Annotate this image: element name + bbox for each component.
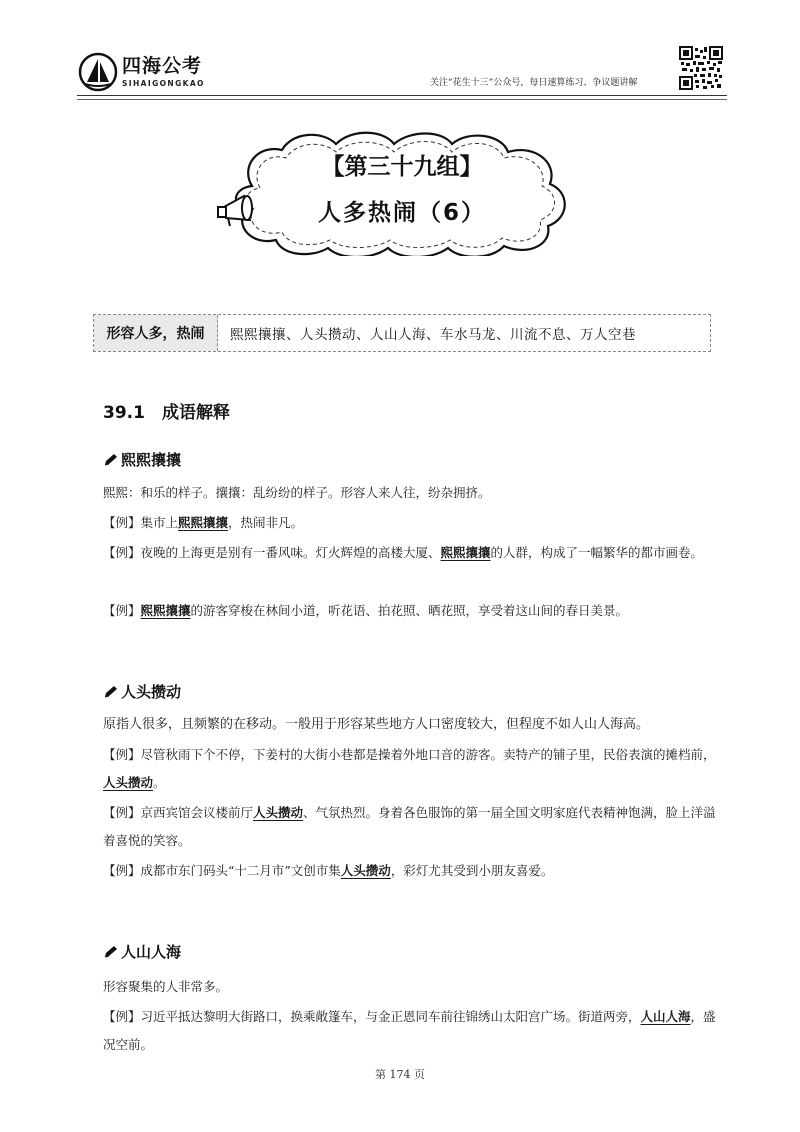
example-sentence: 【例】夜晚的上海更是别有一番风味。灯火辉煌的高楼大厦、熙熙攘攘的人群，构成了一幅繁华的都市画卷。 bbox=[103, 545, 704, 560]
example-sentence: 【例】尽管秋雨下个不停，下姜村的大街小巷都是操着外地口音的游客。卖特产的铺子里，民俗表演的摊档前，人头攒动。 bbox=[103, 747, 716, 790]
pencil-icon bbox=[103, 685, 119, 699]
idiom-name: 熙熙攘攘 bbox=[121, 451, 182, 469]
example-sentence: 【例】成都市东门码头“十二月市”文创市集人头攒动，彩灯尤其受到小朋友喜爱。 bbox=[103, 863, 554, 878]
group-title: 【第三十九组】 bbox=[321, 154, 483, 180]
highlighted-idiom: 熙熙攘攘 bbox=[440, 545, 491, 560]
brand-logo bbox=[78, 52, 205, 92]
highlighted-idiom: 人头攒动 bbox=[253, 805, 304, 820]
logo-name-en: SIHAIGONGKAO bbox=[122, 78, 205, 88]
page-number: 第 174 页 bbox=[375, 1068, 425, 1081]
idiom-heading bbox=[103, 681, 181, 702]
pencil-icon bbox=[103, 453, 119, 467]
highlighted-idiom: 人头攒动 bbox=[340, 863, 391, 878]
idiom-definition: 熙熙：和乐的样子。攘攘：乱纷纷的样子。形容人来人往，纷杂拥挤。 bbox=[103, 485, 491, 500]
example-sentence: 【例】熙熙攘攘的游客穿梭在林间小道，听花语、拍花照、晒花照，享受着这山间的春日美景。 bbox=[103, 603, 629, 618]
idiom-heading bbox=[103, 941, 181, 962]
group-subtitle: 人多热闹（6） bbox=[317, 200, 486, 226]
header-rule-thin bbox=[77, 99, 727, 100]
qr-code-icon bbox=[679, 46, 723, 90]
highlighted-idiom: 人头攒动 bbox=[103, 775, 154, 790]
example-sentence: 【例】京西宾馆会议楼前厅人头攒动、气氛热烈。身着各色服饰的第一届全国文明家庭代表精神饱满，脸上洋溢着喜悦的笑容。 bbox=[103, 805, 716, 848]
highlighted-idiom: 人山人海 bbox=[640, 1009, 691, 1024]
highlighted-idiom: 熙熙攘攘 bbox=[140, 603, 191, 618]
idiom-definition: 原指人很多，且频繁的在移动。一般用于形容某些地方人口密度较大，但程度不如人山人海高。 bbox=[103, 717, 650, 732]
summary-label: 形容人多，热闹 bbox=[94, 315, 218, 351]
highlighted-idiom: 熙熙攘攘 bbox=[178, 515, 229, 530]
title-cloud-frame bbox=[212, 126, 592, 256]
example-sentence: 【例】集市上熙熙攘攘，热闹非凡。 bbox=[103, 515, 304, 530]
section-title: 39.1 成语解释 bbox=[103, 403, 230, 423]
header-slogan: 关注“花生十三”公众号，每日速算练习、争议题讲解 bbox=[430, 78, 638, 88]
idiom-name: 人山人海 bbox=[121, 943, 182, 961]
idiom-name: 人头攒动 bbox=[121, 683, 182, 701]
sailboat-logo-icon bbox=[78, 52, 118, 92]
logo-name-cn: 四海公考 bbox=[122, 54, 203, 77]
idiom-definition: 形容聚集的人非常多。 bbox=[103, 979, 229, 994]
summary-table bbox=[93, 314, 711, 352]
example-sentence: 【例】习近平抵达黎明大街路口，换乘敞篷车，与金正恩同车前往锦绣山太阳宫广场。街道两旁，人山人海，盛况空前。 bbox=[103, 1009, 716, 1052]
header-rule bbox=[77, 95, 727, 96]
pencil-icon bbox=[103, 945, 119, 959]
idiom-heading bbox=[103, 449, 181, 470]
summary-value: 熙熙攘攘、人头攒动、人山人海、车水马龙、川流不息、万人空巷 bbox=[230, 327, 636, 343]
